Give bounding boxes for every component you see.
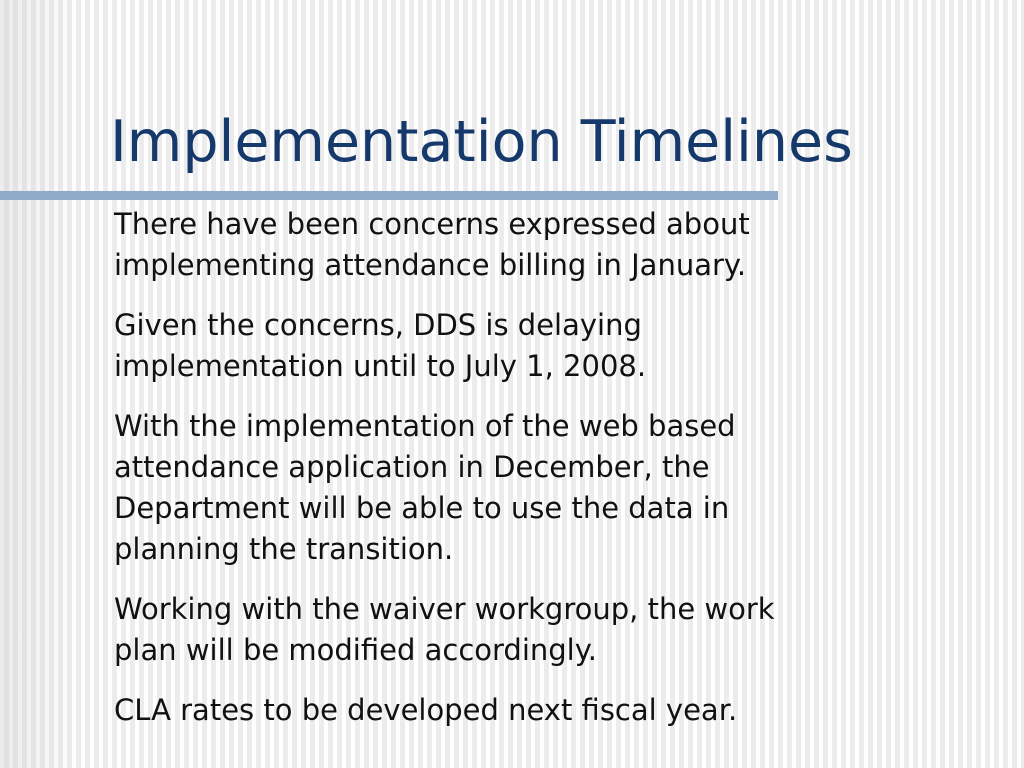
paragraph-line: Given the concerns, DDS is delaying <box>114 308 642 342</box>
paragraph-line: implementation until to July 1, 2008. <box>114 349 647 383</box>
paragraph-line: With the implementation of the web based <box>114 409 736 443</box>
title-divider <box>0 191 778 200</box>
paragraph-web-application <box>114 406 994 570</box>
paragraph-delay <box>114 305 994 387</box>
paragraph-line: implementing attendance billing in January. <box>114 248 747 282</box>
paragraph-cla-rates <box>114 690 994 731</box>
paragraph-line: plan will be modified accordingly. <box>114 633 597 667</box>
paragraph-line: Department will be able to use the data in <box>114 491 730 525</box>
paragraph-line: There have been concerns expressed about <box>114 207 750 241</box>
paragraph-workgroup <box>114 589 994 671</box>
paragraph-line: attendance application in December, the <box>114 450 710 484</box>
paragraph-concerns <box>114 204 994 286</box>
slide-body <box>114 204 994 750</box>
paragraph-line: CLA rates to be developed next fiscal year. <box>114 693 738 727</box>
background-stripes <box>0 0 80 768</box>
paragraph-line: planning the transition. <box>114 532 454 566</box>
paragraph-line: Working with the waiver workgroup, the work <box>114 592 775 626</box>
slide-title: Implementation Timelines <box>110 109 853 175</box>
